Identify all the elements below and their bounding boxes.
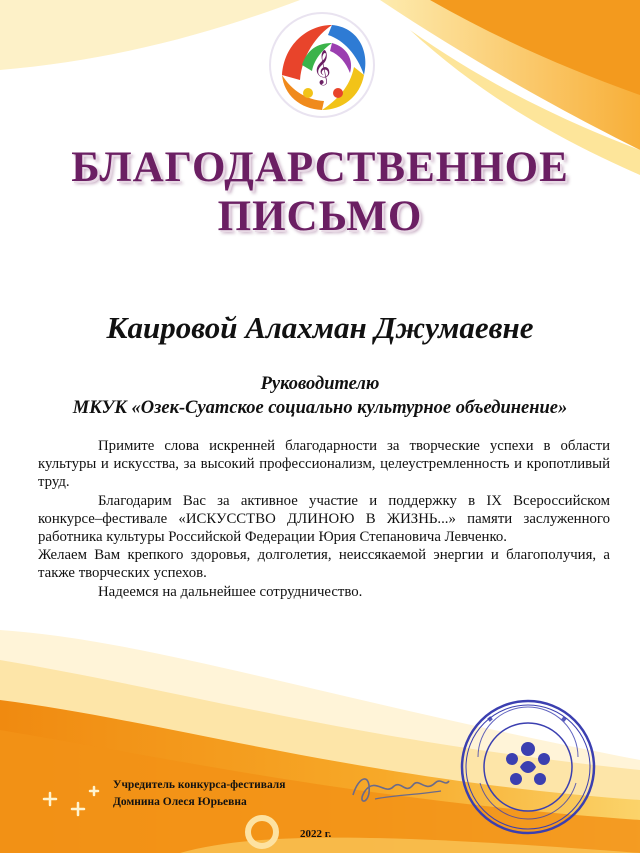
position-organization: МКУК «Озек-Суатское социально культурное объединение» <box>72 398 568 418</box>
body-paragraph-1: Примите слова искренней благодарности за творческие успехи в области культуры и искусства, за высокий профессионализм, целеустремленность и кропотливый труд. <box>38 438 610 491</box>
body-paragraph-4: Надеемся на дальнейшее сотрудничество. <box>98 583 363 600</box>
sparkle-icon <box>36 785 106 825</box>
body-paragraph-2: Благодарим Вас за активное участие и поддержку в IX Всероссийском конкурсе–фестивале «ИСКУССТВО ДЛИНОЮ В ЖИЗНЬ...» памяти заслуженного работника культуры Российской Федерации Юрия Степановича Левченко. <box>38 492 610 546</box>
body-paragraph-3: Желаем Вам крепкого здоровья, долголетия, неиссякаемой энергии и благополучия, а также творческих успехов. <box>38 547 610 582</box>
year-label: 2022 г. <box>300 828 332 840</box>
signature-title: Учредитель конкурса-фестиваля <box>113 779 286 791</box>
position-role: Руководителю <box>260 374 380 394</box>
festival-logo <box>262 5 382 125</box>
handwritten-signature <box>345 765 455 810</box>
svg-text:𝄞: 𝄞 <box>313 50 331 85</box>
title-line-1: БЛАГОДАРСТВЕННОЕ <box>71 144 569 191</box>
letter-body <box>38 437 610 601</box>
signature-block <box>113 777 285 811</box>
title-line-2: ПИСЬМО <box>217 193 423 240</box>
recipient-name: Каировой Алахман Джумаевне <box>106 310 534 345</box>
recipient-position <box>0 372 640 420</box>
official-stamp <box>458 697 598 837</box>
signature-name: Домнина Олеся Юрьевна <box>113 796 247 808</box>
